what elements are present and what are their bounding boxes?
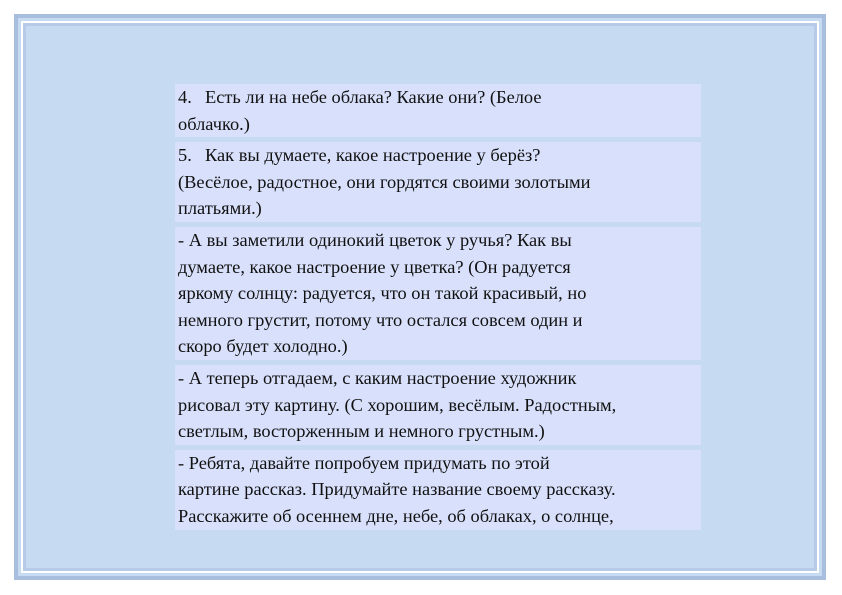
text-line: картине рассказ. Придумайте название своему рассказу. [178,479,616,500]
text-line: (Весёлое, радостное, они гордятся своими золотыми [178,171,591,192]
item-text: Есть ли на небе облака? Какие они? (Белое [205,87,542,107]
text-line: рисовал эту картину. (С хорошим, весёлым. Радостным, [178,394,617,415]
paragraph-story [175,450,701,530]
question-item-5 [175,142,701,222]
text-line: - Ребята, давайте попробуем придумать по этой [178,452,550,473]
text-line: - А теперь отгадаем, с каким настроение художник [178,367,577,388]
text-line [178,84,698,111]
paragraph-flower [175,227,701,360]
text-line: платьями.) [178,198,262,219]
question-item-4 [175,84,701,137]
text-line [178,142,698,169]
text-line: Расскажите об осеннем дне, небе, об облаках, о солнце, [178,505,614,526]
paragraph-mood [175,365,701,445]
item-text: Как вы думаете, какое настроение у берёз? [205,145,541,166]
text-line: светлым, восторженным и немного грустным.) [178,421,545,442]
text-line: яркому солнцу: радуется, что он такой красивый, но [178,283,587,304]
item-number: 5. [178,145,192,166]
text-line: - А вы заметили одинокий цветок у ручья? Как вы [178,229,572,250]
text-line: облачко.) [178,113,250,134]
text-line: немного грустит, потому что остался совсем один и [178,309,583,330]
item-number: 4. [178,87,192,107]
text-line: думаете, какое настроение у цветка? (Он радуется [178,256,571,277]
text-line: скоро будет холодно.) [178,336,348,357]
text-block [175,84,701,530]
